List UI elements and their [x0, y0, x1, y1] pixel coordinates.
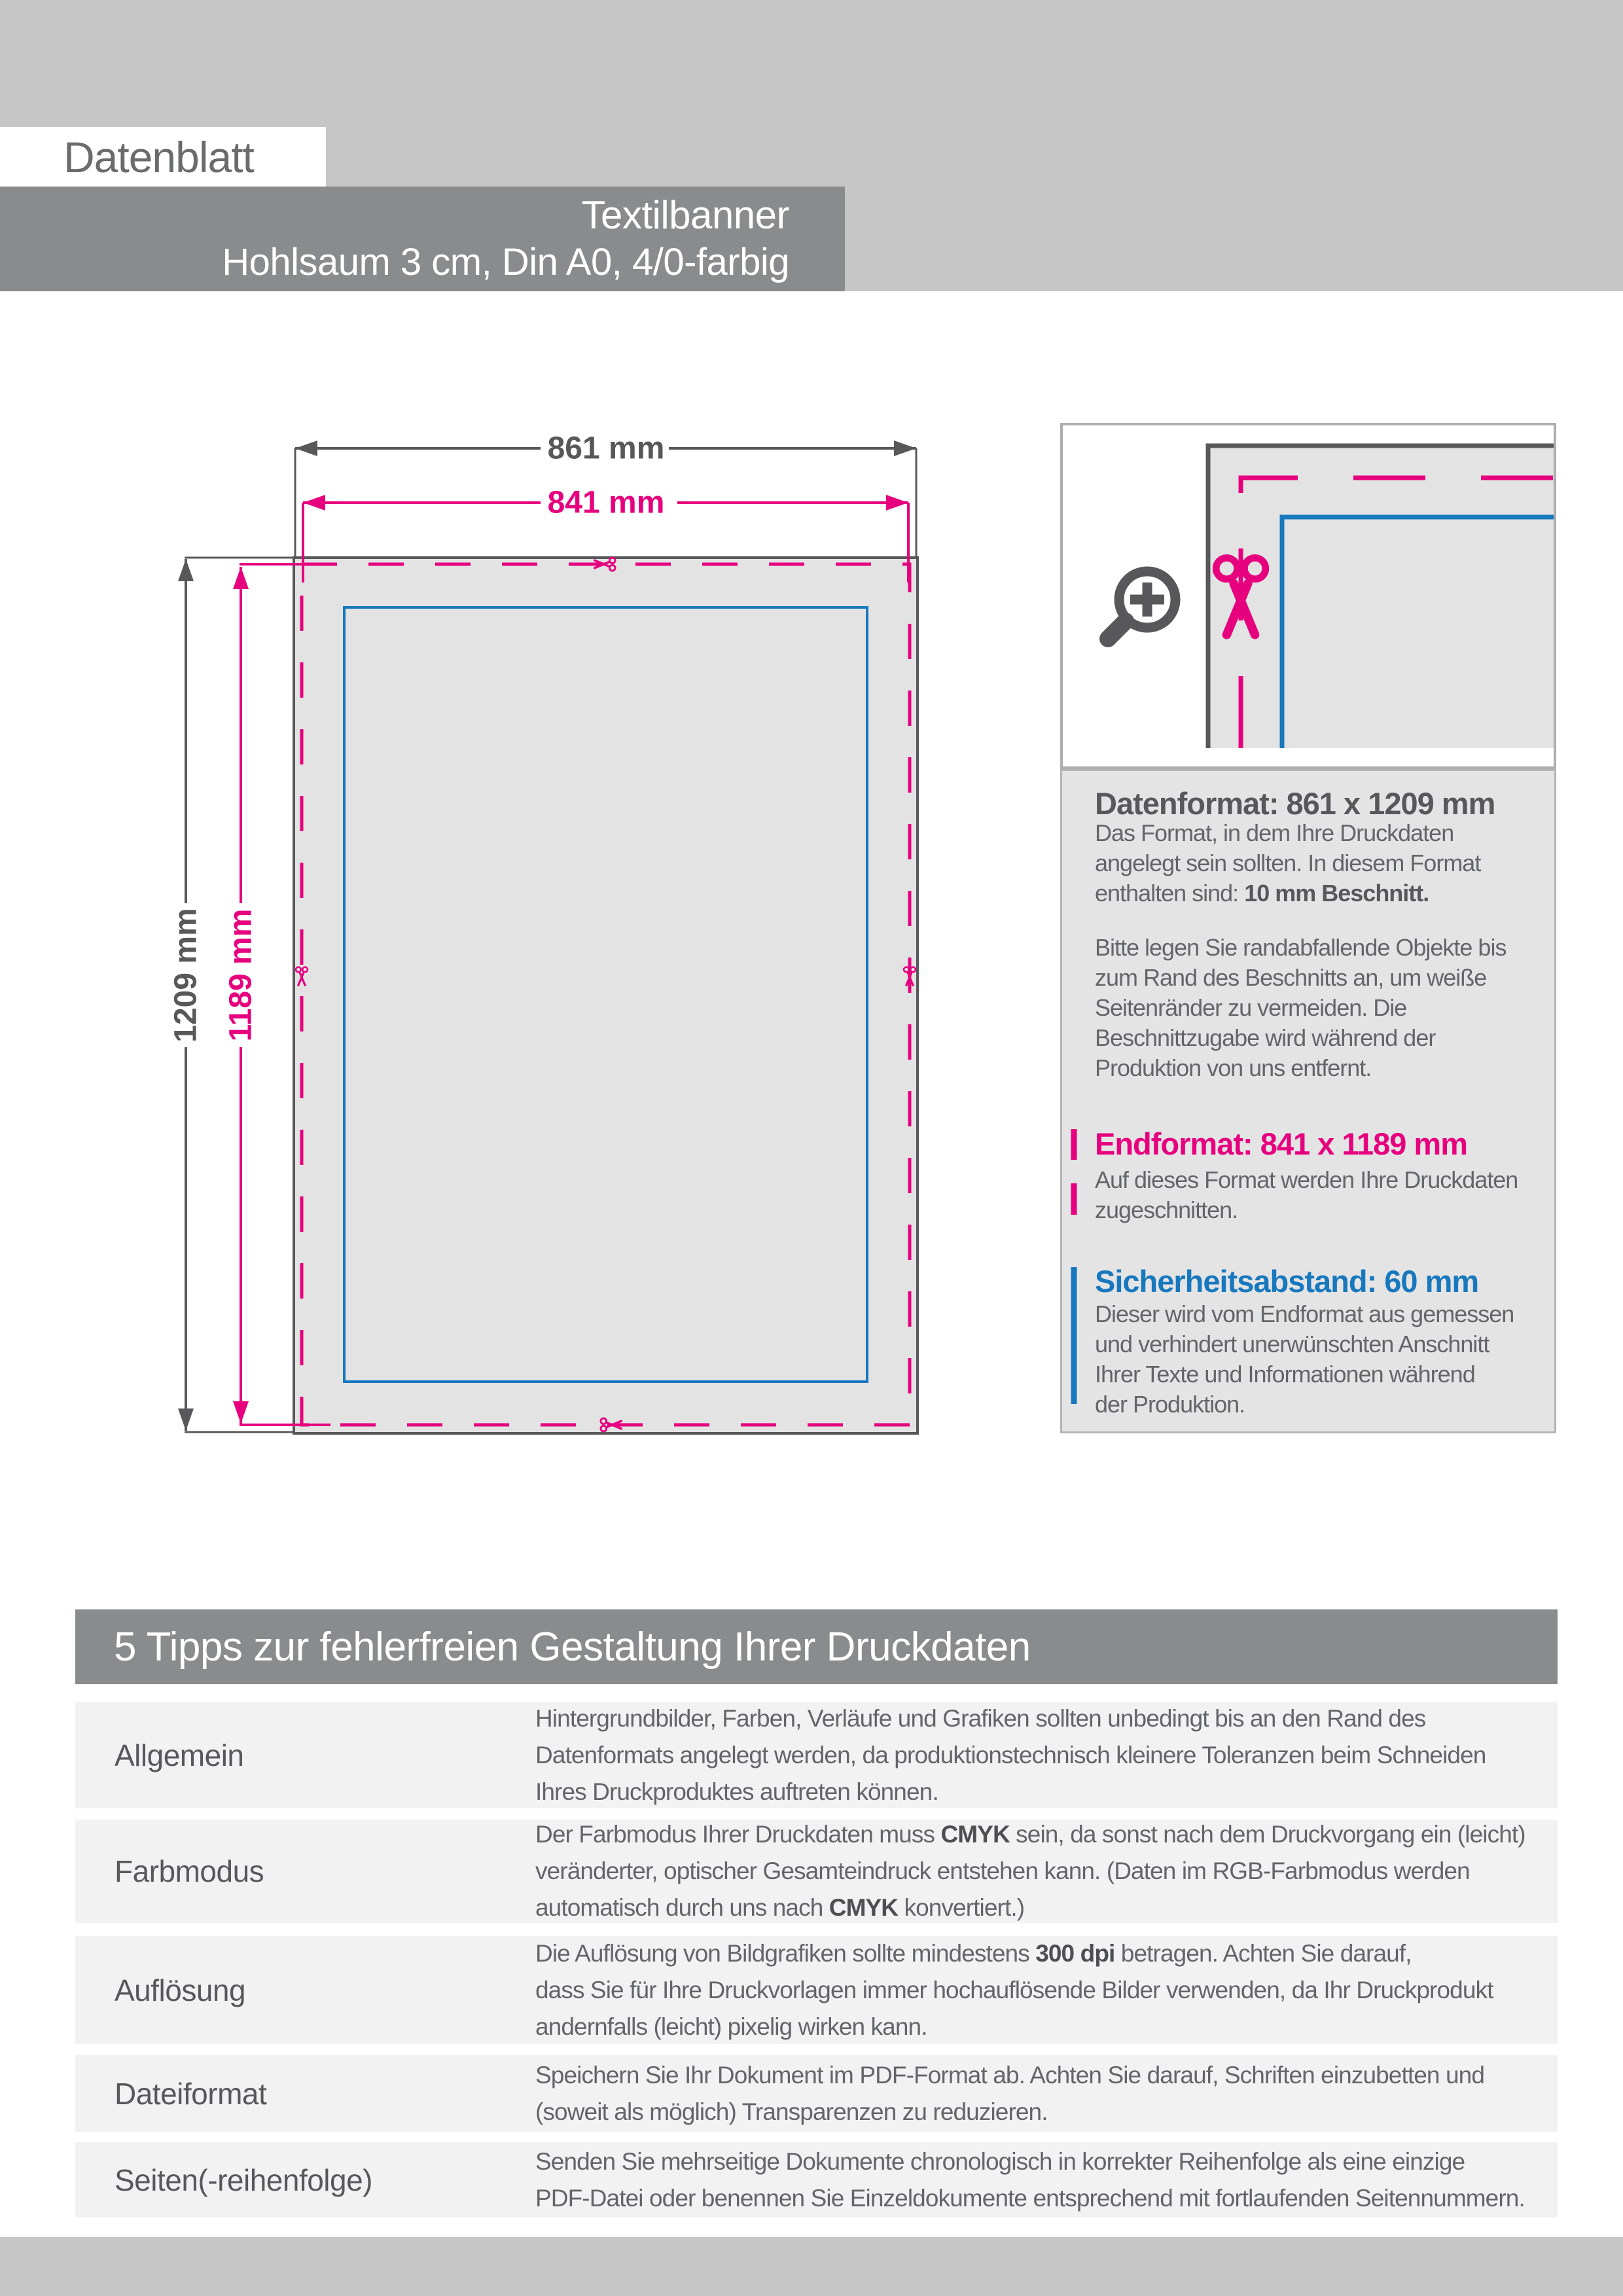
- endformat-para: Auf dieses Format werden Ihre Druckdaten zugeschnitten.: [1095, 1166, 1518, 1223]
- product-title: Textilbanner: [581, 193, 789, 237]
- tips-row-label: Allgemein: [115, 1738, 244, 1772]
- datenformat-rect: [294, 558, 918, 1433]
- scissors-icon-left: [296, 967, 308, 986]
- footer-gray-band: [0, 2237, 1623, 2296]
- product-subtitle: Hohlsaum 3 cm, Din A0, 4/0-farbig: [222, 241, 789, 283]
- sicherheitsabstand-rect: [344, 607, 867, 1382]
- scissors-icon-right: [904, 967, 916, 986]
- dim-width-outer: [295, 431, 916, 466]
- sheet-label-box: [0, 127, 326, 187]
- tips-header: 5 Tipps zur fehlerfreien Gestaltung Ihrer Druckdaten: [114, 1624, 1031, 1670]
- tips-header-band: [75, 1609, 1558, 1684]
- dim-width-inner: [303, 486, 908, 520]
- datenformat-para1: Das Format, in dem Ihre Druckdaten angelegt sein sollten. In diesem Format enthalten sind: 10 mm Beschnitt.: [1095, 819, 1481, 906]
- tips-row-label: Dateiformat: [115, 2077, 267, 2111]
- tips-row-seitenreihenfolge: [75, 2142, 1558, 2217]
- tips-row-allgemein: [75, 1702, 1558, 1808]
- tips-row-text: Der Farbmodus Ihrer Druckdaten muss CMYK sein, da sonst nach dem Druckvorgang ein (leicht) veränderter, optischer Gesamteindruck entstehen kann. (Daten im RGB-Farbmodus werden automatisch durch uns nach CMYK konvertiert.): [535, 1821, 1525, 1921]
- tips-row-dateiformat: [75, 2055, 1558, 2132]
- corner-zoom-box: [1060, 423, 1556, 769]
- datenformat-para2: Bitte legen Sie randabfallende Objekte bis zum Rand des Beschnitts an, um weiße Seitenränder zu vermeiden. Die Beschnittzugabe wird während der Produktion von uns entfernt.: [1095, 934, 1507, 1081]
- magenta-extension-lines: [240, 503, 908, 1425]
- tips-row-aufloesung: [75, 1936, 1558, 2044]
- dim-height-inner: [224, 567, 259, 1424]
- dim-height-outer: [169, 559, 204, 1431]
- tips-row-farbmodus: [75, 1820, 1558, 1923]
- scissors-icon-bottom: [601, 1418, 621, 1431]
- sicherheitsabstand-heading: Sicherheitsabstand: 60 mm: [1095, 1264, 1479, 1299]
- tips-row-label: Auflösung: [115, 1973, 246, 2007]
- tips-row-text: Hintergrundbilder, Farben, Verläufe und Grafiken sollten unbedingt bis an den Rand des Datenformats angelegt werden, da produktionstechnisch kleinere Toleranzen beim Schneiden Ihres Druckproduktes auftreten können.: [535, 1704, 1486, 1805]
- product-title-band: [0, 187, 845, 291]
- datenformat-heading: Datenformat: 861 x 1209 mm: [1095, 786, 1495, 821]
- dim-height-outer-label: 1209 mm: [168, 908, 204, 1043]
- dim-height-inner-label: 1189 mm: [223, 908, 259, 1042]
- tips-row-text: Senden Sie mehrseitige Dokumente chronologisch in korrekter Reihenfolge als eine einzige PDF-Datei oder benennen Sie Einzeldokumente entsprechend mit fortlaufenden Seitennummern.: [535, 2147, 1525, 2212]
- scissors-icon-top: [595, 558, 615, 571]
- dim-width-outer-label: 861 mm: [547, 431, 665, 466]
- endformat-cutline-rect: [302, 564, 910, 1425]
- tips-row-text: Die Auflösung von Bildgrafiken sollte mindestens 300 dpi betragen. Achten Sie darauf, dass Sie für Ihre Druckvorlagen immer hochauflösende Bilder verwenden, da Ihr Druckprodukt andernfalls (leicht) pixelig wirken kann.: [535, 1939, 1493, 2040]
- tips-row-text: Speichern Sie Ihr Dokument im PDF-Format ab. Achten Sie darauf, Schriften einzubetten und (soweit als möglich) Transparenzen zu reduzieren.: [535, 2062, 1485, 2125]
- tips-row-label: Farbmodus: [115, 1854, 264, 1888]
- gray-extension-lines: [185, 448, 916, 1432]
- tips-row-label: Seiten(-reihenfolge): [115, 2162, 373, 2197]
- sheet-label: Datenblatt: [63, 133, 254, 181]
- endformat-heading: Endformat: 841 x 1189 mm: [1095, 1126, 1467, 1161]
- dim-width-inner-label: 841 mm: [547, 485, 665, 520]
- sicherheitsabstand-para: Dieser wird vom Endformat aus gemessen und verhindert unerwünschten Anschnitt Ihrer Texte und Informationen während der Produktion.: [1095, 1300, 1514, 1418]
